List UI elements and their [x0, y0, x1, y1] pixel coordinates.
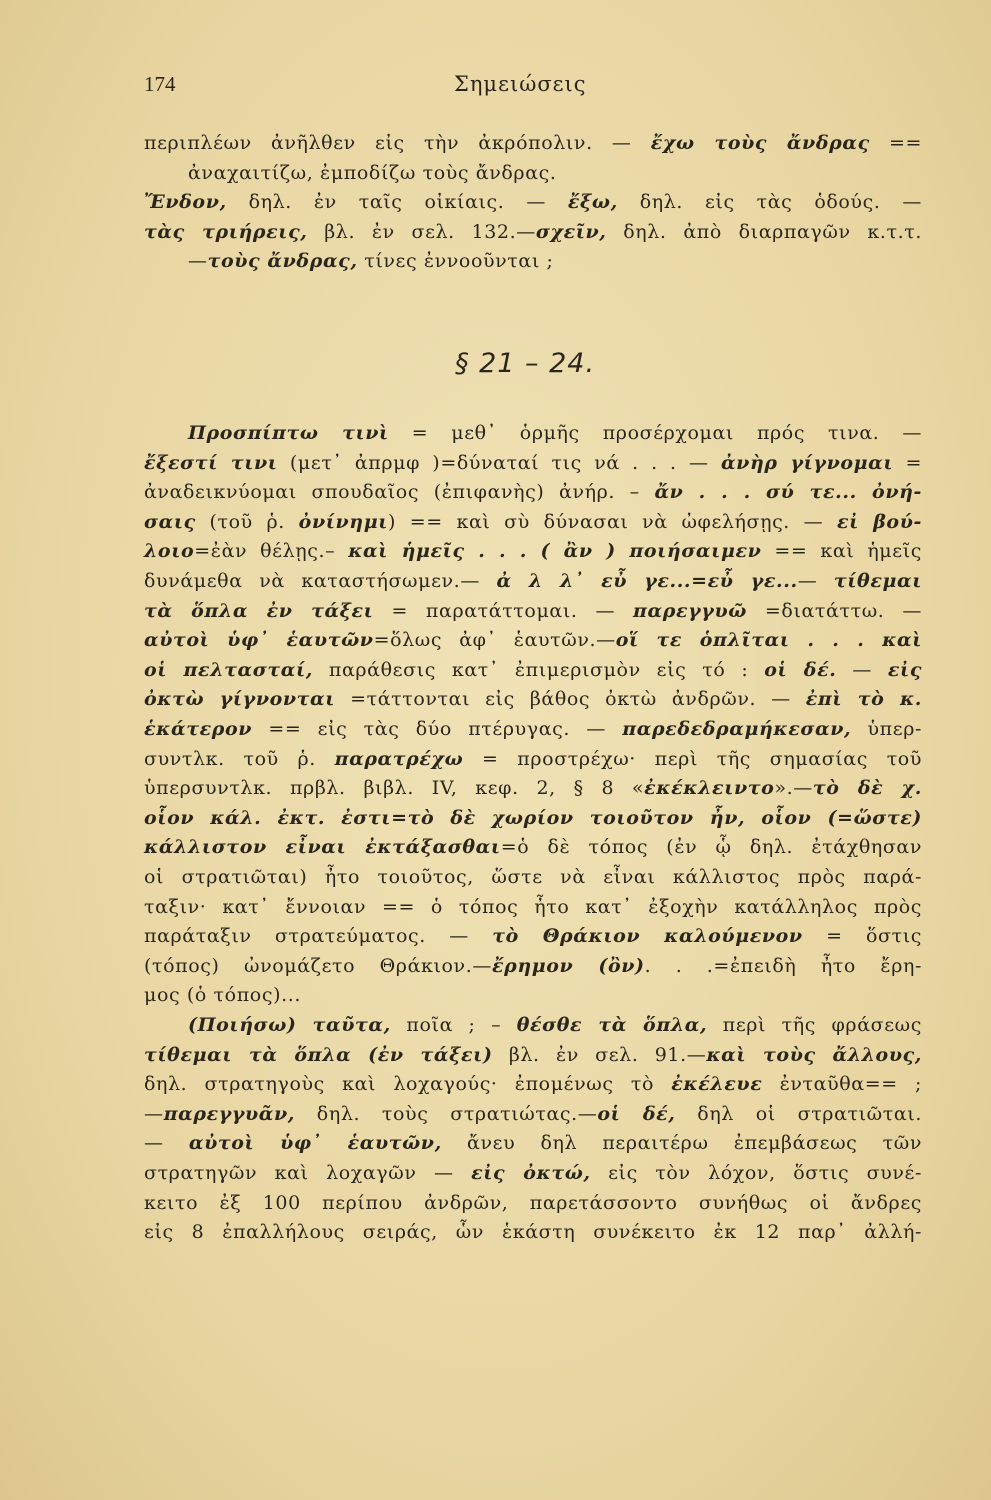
text-line [144, 892, 922, 922]
bold-term: Προσπίπτω τινὶ [188, 422, 389, 444]
bold-term: ἀνὴρ γίγνομαι [720, 452, 894, 474]
text-run: δηλ. εἰς τὰς ὁδούς. — [617, 191, 922, 213]
text-run: περιπλέων ἀνῆλθεν εἰς τὴν ἀκρόπολιν. — [144, 132, 651, 154]
text-run: δηλ. ἀπὸ διαρπαγῶν κ.τ.τ. [606, 221, 922, 243]
text-run: — [144, 1103, 164, 1125]
text-run: στρατηγῶν καὶ λοχαγῶν — [144, 1162, 472, 1184]
text-line [188, 246, 554, 276]
text-line [144, 217, 922, 247]
bold-term: οἷον κάλ. ἐκτ. ἐστι=τὸ δὲ χωρίον τοιοῦτον ἦν, οἷον (=ὥστε) [144, 807, 922, 829]
text-line [144, 448, 922, 478]
bold-term: ἐπὶ τὸ κ. [805, 688, 923, 710]
text-run: εἰς τὸν λόχον, ὅστις συνέ- [590, 1162, 923, 1184]
text-run: — [144, 1132, 189, 1154]
text-run: = ὅστις [802, 925, 923, 947]
text-run: οἱ στρατιῶται) ἦτο τοιοῦτος, ὥστε νὰ εἶναι κάλλιστος πρὸς παρά- [144, 866, 922, 888]
text-run: παράταξιν στρατεύματος. — [144, 925, 493, 947]
text-run: ἀναχαιτίζω, ἐμποδίζω τοὺς ἄνδρας. [188, 162, 557, 184]
bold-term: ἔχω τοὺς ἄνδρας [650, 132, 870, 154]
text-run: μος (ὁ τόπος)... [144, 984, 302, 1006]
text-line [144, 566, 922, 596]
bold-term: σαις [144, 511, 196, 533]
bold-term: εἰ βού- [836, 511, 922, 533]
text-line [144, 921, 922, 951]
text-line [144, 655, 922, 685]
text-line [144, 951, 922, 981]
text-run: . . .=ἐπειδὴ ἦτο ἔρη- [644, 955, 922, 977]
bold-term: ἔρημον (ὂν) [491, 955, 645, 977]
text-run: = μεθ᾽ ὁρμῆς προσέρχομαι πρός τινα. — [388, 422, 922, 444]
page-number: 174 [144, 72, 176, 96]
text-line [144, 1158, 922, 1188]
text-run: ποῖα ; – [390, 1014, 517, 1036]
text-run: τίνες ἐννοοῦνται ; [357, 250, 554, 272]
bold-term: παρεγγυῶ [633, 600, 747, 622]
text-run: =ὁ δὲ τόπος (ἐν ᾧ δηλ. ἐτάχθησαν [500, 836, 922, 858]
text-run: = προστρέχω· περὶ τῆς σημασίας τοῦ [463, 748, 922, 770]
text-line [144, 1128, 922, 1158]
text-run: =ὅλως ἀφ᾽ ἑαυτῶν.— [373, 629, 616, 651]
text-run: ἄνευ δηλ περαιτέρω ἐπεμβάσεως τῶν [441, 1132, 922, 1154]
text-run: (μετ᾽ ἀπρμφ )=δύναταί τις νά . . . — [277, 452, 721, 474]
text-line [144, 684, 922, 714]
bold-term: ἀ λ λ᾽ εὖ γε...=εὖ γε... [496, 570, 798, 592]
text-run: συντλκ. τοῦ ῥ. [144, 748, 335, 770]
text-line [144, 1217, 922, 1247]
bold-term: εἰς ὀκτώ, [471, 1162, 591, 1184]
bold-term: παρεγγυᾶν, [163, 1103, 296, 1125]
text-run: ἐνταῦθα== ; [762, 1073, 922, 1095]
text-run: == [869, 132, 922, 154]
text-run: ὑπερσυντλκ. πρβλ. βιβλ. IV, κεφ. 2, § 8 « [144, 777, 645, 799]
text-line [144, 1040, 922, 1070]
bold-term: λοιο [144, 540, 195, 562]
text-run: == καὶ ἡμεῖς [761, 540, 922, 562]
text-line [144, 536, 922, 566]
text-run: ἀναδεικνύομαι σπουδαῖος (ἐπιφανὴς) ἀνήρ. – [144, 481, 655, 503]
text-run: δηλ. ἐν ταῖς οἰκίαις. — [226, 191, 568, 213]
bold-term: οἱ δέ, [597, 1103, 676, 1125]
page-header [144, 72, 844, 102]
bold-term: αὐτοὶ ὑφ᾽ ἑαυτῶν, [188, 1132, 442, 1154]
bold-term: ὀνίνημι [298, 511, 389, 533]
text-run: =τάττονται εἰς βάθος ὀκτὼ ἀνδρῶν. — [335, 688, 806, 710]
text-line [144, 803, 922, 833]
text-line [144, 477, 922, 507]
text-line [144, 1069, 922, 1099]
text-run: εἰς 8 ἐπαλλήλους σειράς, ὧν ἑκάστη συνέκειτο ἐκ 12 παρ᾽ ἀλλή- [144, 1221, 922, 1243]
bold-term: (Ποιήσω) ταῦτα, [188, 1014, 391, 1036]
text-line [144, 744, 922, 774]
text-line [188, 1010, 922, 1040]
bold-term: ἐκέλευε [671, 1073, 763, 1095]
bold-term: σχεῖν, [535, 221, 607, 243]
running-title: Σημειώσεις [454, 72, 587, 96]
bold-term: οἱ δέ. [764, 659, 837, 681]
text-run: ».— [774, 777, 813, 799]
bold-term: τὸ Θράκιον καλούμενον [492, 925, 803, 947]
text-line [144, 714, 922, 744]
section-heading: § 21 – 24. [455, 348, 596, 379]
bold-term: ἐκέκλειντο [644, 777, 775, 799]
text-run: — [836, 659, 888, 681]
text-line [188, 418, 922, 448]
text-line [144, 625, 922, 655]
text-line [144, 128, 922, 158]
text-run: παράθεσις κατ᾽ ἐπιμερισμὸν εἰς τό : [312, 659, 765, 681]
bold-term: Ἔνδον, [144, 191, 227, 213]
text-run: δηλ οἱ στρατιῶται. [675, 1103, 922, 1125]
text-run: = παρατάττομαι. — [373, 600, 634, 622]
bold-term: παρεδεδραμήκεσαν, [622, 718, 852, 740]
text-run: κειτο ἐξ 100 περίπου ἀνδρῶν, παρετάσσοντο συνήθως οἱ ἄνδρες [144, 1192, 922, 1214]
text-run: δυνάμεθα νὰ καταστήσωμεν.— [144, 570, 497, 592]
text-line [144, 832, 922, 862]
text-run: βλ. ἐν σελ. 91.— [492, 1044, 707, 1066]
text-run: == εἰς τὰς δύο πτέρυγας. — [252, 718, 623, 740]
text-line [144, 596, 922, 626]
bold-term: ἑκάτερον [144, 718, 253, 740]
bold-term: καὶ τοὺς ἄλλους, [706, 1044, 922, 1066]
text-line [144, 507, 922, 537]
bold-term: τὰς τριήρεις, [144, 221, 308, 243]
text-run: ) == καὶ σὺ δύνασαι νὰ ὠφελήσῃς. — [388, 511, 837, 533]
bold-term: ἔξεστί τινι [144, 452, 278, 474]
text-run: δηλ. στρατηγοὺς καὶ λοχαγούς· ἐπομένως τὸ [144, 1073, 672, 1095]
bold-term: τίθεμαι τὰ ὅπλα (ἐν τάξει) [144, 1044, 493, 1066]
bold-term: θέσθε τὰ ὅπλα, [516, 1014, 708, 1036]
text-run: (τοῦ ῥ. [195, 511, 299, 533]
text-line [144, 187, 922, 217]
bold-term: τὰ ὅπλα ἐν τάξει [144, 600, 374, 622]
bold-term: ἄν . . . σύ τε... ὀνή- [654, 481, 923, 503]
text-run: = [893, 452, 922, 474]
text-line [144, 1099, 922, 1129]
text-line [144, 773, 922, 803]
text-run: =ἐὰν θέλῃς.– [194, 540, 349, 562]
bold-term: καὶ ἡμεῖς . . . ( ἂν ) ποιήσαιμεν [348, 540, 762, 562]
bold-term: ὀκτὼ γίγνονται [144, 688, 336, 710]
text-run: ὑπερ- [851, 718, 922, 740]
bold-term: οἱ πελτασταί, [144, 659, 313, 681]
bold-term: τίθεμαι [833, 570, 922, 592]
text-run: ταξιν· κατ᾽ ἔννοιαν == ὁ τόπος ἦτο κατ᾽ ἐξοχὴν κατάλληλος πρὸς [144, 896, 922, 918]
bold-term: τὸ δὲ χ. [812, 777, 922, 799]
text-run: περὶ τῆς φράσεως [707, 1014, 922, 1036]
text-run: — [188, 250, 208, 272]
text-line [144, 1188, 922, 1218]
bold-term: κάλλιστον εἶναι ἐκτάξασθαι [144, 836, 501, 858]
bold-term: αὐτοὶ ὑφ᾽ ἑαυτῶν [144, 629, 374, 651]
bold-term: ἔξω, [567, 191, 618, 213]
bold-term: παρατρέχω [334, 748, 464, 770]
text-run: βλ. ἐν σελ. 132.— [307, 221, 536, 243]
bold-term: τοὺς ἄνδρας, [207, 250, 358, 272]
bold-term: οἵ τε ὁπλῖται . . . καὶ [615, 629, 922, 651]
text-line [144, 980, 301, 1010]
text-line [144, 862, 922, 892]
text-run: — [797, 570, 834, 592]
bold-term: εἰς [887, 659, 922, 681]
text-line [188, 158, 557, 188]
text-run: (τόπος) ὠνομάζετο Θράκιον.— [144, 955, 492, 977]
text-run: =διατάττω. — [746, 600, 922, 622]
text-run: δηλ. τοὺς στρατιώτας.— [295, 1103, 598, 1125]
